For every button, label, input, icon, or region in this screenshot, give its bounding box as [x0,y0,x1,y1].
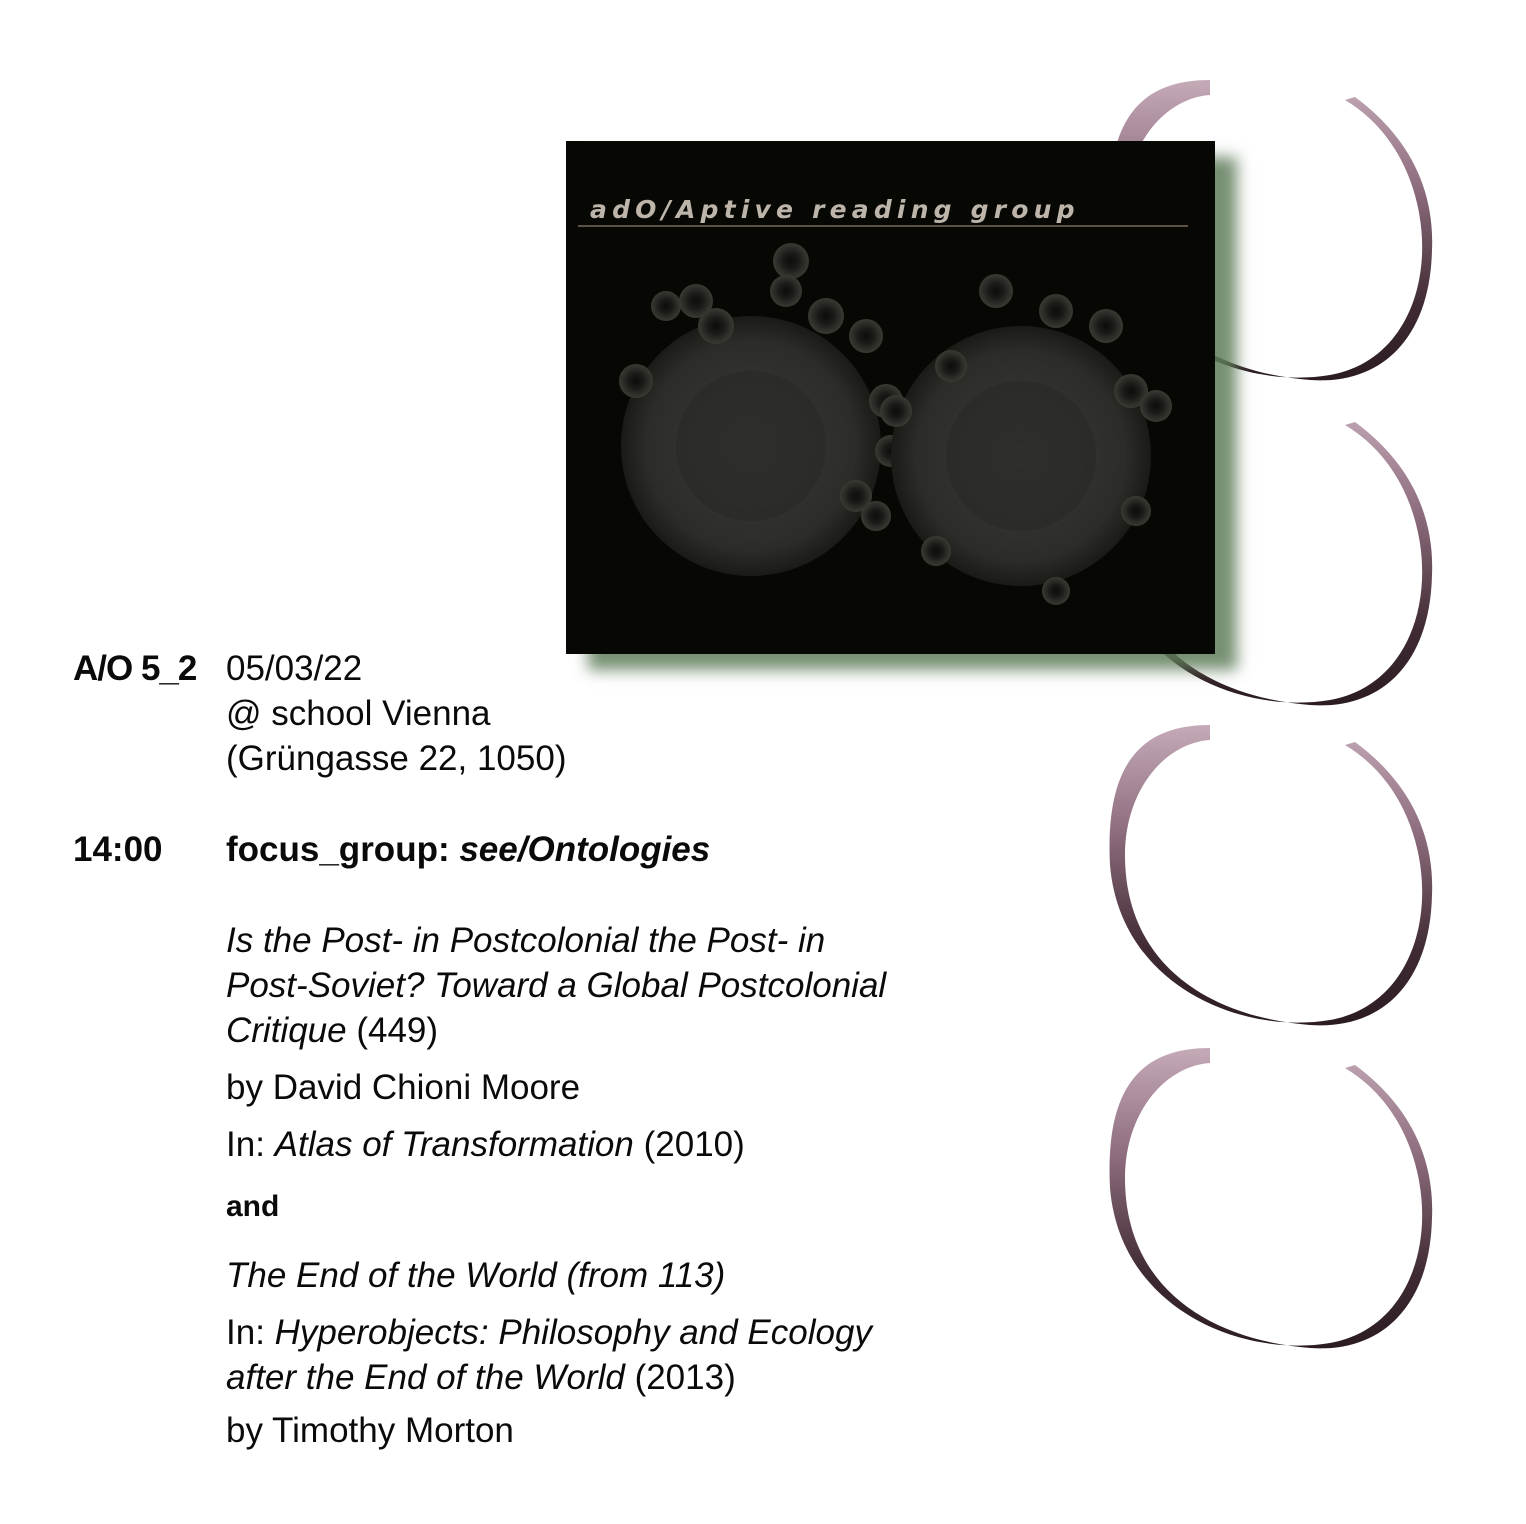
reading1-source-title: Atlas of Transformation [274,1125,634,1164]
session-label: focus_group: [226,830,450,869]
reading1-title-line2: Post-Soviet? Toward a Global Postcolonial [226,966,887,1005]
ring-4 [1110,1048,1433,1348]
poster-title: adO/Aptive reading group [590,195,1080,224]
event-venue: @ school Vienna [226,694,491,733]
reading1-source [226,1122,745,1167]
event-code: A/O 5_2 [73,649,197,688]
session-topic: see/Ontologies [459,830,711,869]
reading2-author: by Timothy Morton [226,1411,514,1450]
reading1-year: (2010) [643,1125,745,1164]
session-time: 14:00 [73,830,163,869]
event-date: 05/03/22 [226,649,363,688]
reading2-source-title: Hyperobjects: Philosophy and Ecology [274,1313,872,1352]
ring-3 [1110,725,1433,1025]
reading1-pages: (449) [356,1011,439,1050]
reading2-year: (2013) [634,1358,736,1397]
poster-image [566,141,1215,654]
reading1-author: by David Chioni Moore [226,1068,581,1107]
reading1-title-line1: Is the Post- in Postcolonial the Post- in [226,921,826,960]
conjunction: and [226,1190,280,1223]
organic-sphere-artwork [566,231,1215,654]
session-heading [226,827,710,872]
event-address: (Grüngasse 22, 1050) [226,739,567,778]
reading1-in-label: In: [226,1125,265,1164]
reading2-source-title-end: after the End of the World [226,1358,625,1397]
reading2-source-line1 [226,1310,872,1355]
reading2-title: The End of the World (from 113) [226,1256,726,1295]
reading1-title-line3 [226,1008,438,1053]
right-sphere [880,274,1172,605]
poster-title-underline [578,225,1188,227]
reading2-source-line2 [226,1355,736,1400]
left-sphere [619,243,907,576]
reading2-in-label: In: [226,1313,265,1352]
reading1-title-end: Critique [226,1011,347,1050]
